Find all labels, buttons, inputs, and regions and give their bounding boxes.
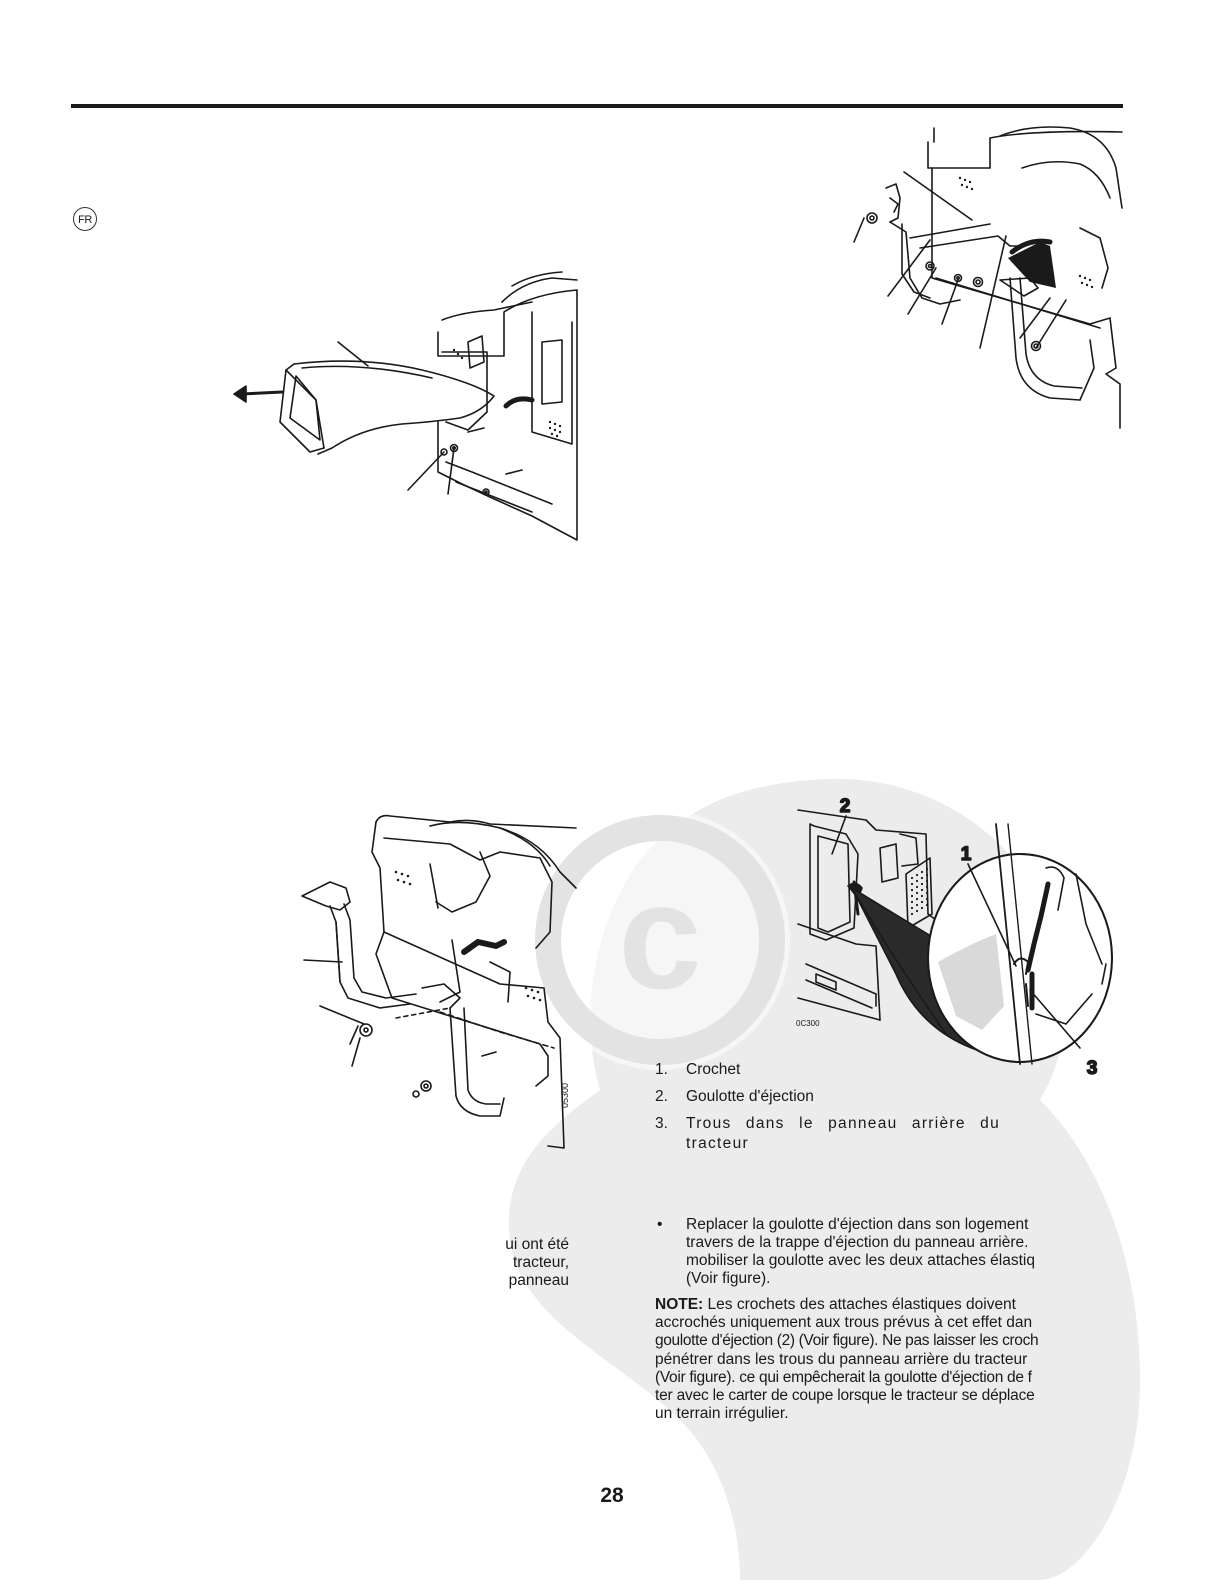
- bracket-mounting-illustration: [300, 812, 576, 1148]
- text-line: tracteur,: [513, 1254, 569, 1271]
- instruction-line: (Voir figure).: [686, 1270, 771, 1287]
- figure-legend: [655, 1060, 1000, 1161]
- instruction-line: mobiliser la goulotte avec les deux attaches élastiq: [686, 1252, 1035, 1269]
- note-line: un terrain irrégulier.: [655, 1405, 789, 1423]
- left-column-text-fragment: [505, 1236, 569, 1290]
- text-line: ui ont été: [505, 1236, 569, 1253]
- language-badge: FR: [73, 207, 97, 231]
- note-line: (Voir figure). ce qui empêcherait la goulotte d'éjection de f: [655, 1368, 1032, 1386]
- note-line: ter avec le carter de coupe lorsque le tracteur se déplace: [655, 1387, 1035, 1405]
- svg-text:c: c: [618, 852, 702, 1020]
- header-rule: [71, 104, 1123, 108]
- figure-side-code: 05300: [560, 1082, 570, 1108]
- figure-inset-code: 0C300: [796, 1019, 820, 1028]
- legend-number: 3.: [655, 1115, 668, 1132]
- page-number: 28: [600, 1484, 624, 1507]
- hook-detail-illustration: [796, 794, 1116, 1084]
- legend-label: Crochet: [686, 1061, 741, 1078]
- legend-number: 2.: [655, 1088, 668, 1105]
- note-line: accrochés uniquement aux trous prévus à cet effet dan: [655, 1314, 1033, 1332]
- callout-1: 1: [960, 844, 972, 865]
- callout-3: 3: [1086, 1058, 1098, 1079]
- note-line: goulotte d'éjection (2) (Voir figure). Ne pas laisser les croch: [655, 1332, 1039, 1350]
- note-paragraph: [655, 1296, 1095, 1423]
- note-line: Les crochets des attaches élastiques doivent: [703, 1296, 1016, 1313]
- legend-label: Goulotte d'éjection: [686, 1088, 814, 1105]
- note-label: NOTE:: [655, 1296, 704, 1313]
- legend-item: [655, 1114, 1000, 1154]
- text-line: panneau: [508, 1272, 569, 1289]
- legend-item: [655, 1060, 1000, 1080]
- legend-item: [655, 1087, 1000, 1107]
- instruction-bullet: [655, 1216, 1095, 1288]
- instruction-line: Replacer la goulotte d'éjection dans son logement: [686, 1216, 1029, 1233]
- instruction-line: travers de la trappe d'éjection du panneau arrière.: [686, 1234, 1029, 1251]
- legend-label: Trous dans le panneau arrière du tracteur: [686, 1115, 1000, 1152]
- note-line: pénétrer dans les trous du panneau arrière du tracteur: [655, 1350, 1028, 1368]
- rear-bracket-illustration: [850, 128, 1122, 428]
- callout-2: 2: [839, 796, 851, 817]
- legend-number: 1.: [655, 1061, 668, 1078]
- chute-removal-illustration: [232, 272, 577, 540]
- bullet-mark: •: [657, 1216, 663, 1233]
